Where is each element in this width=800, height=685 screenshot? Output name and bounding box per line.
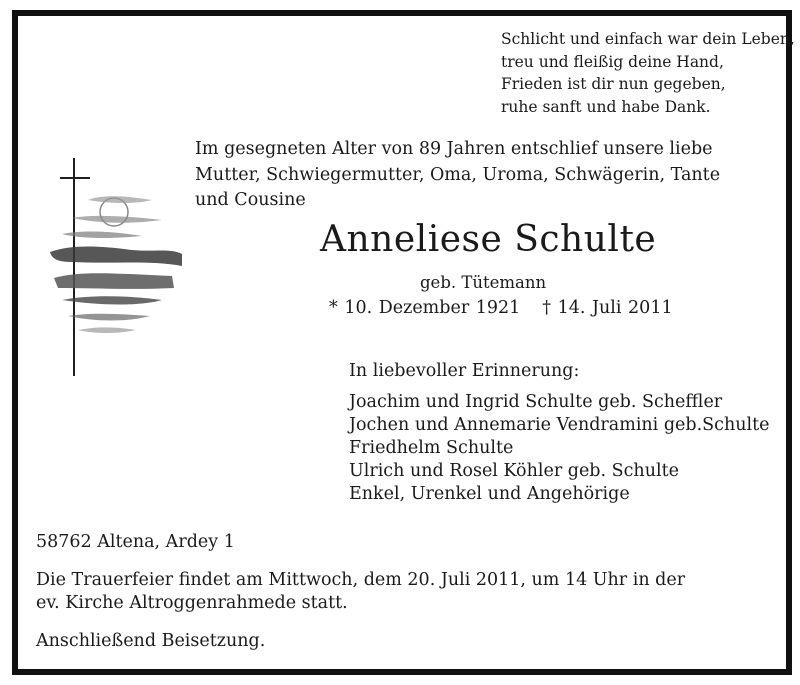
service-line: Die Trauerfeier findet am Mittwoch, dem 20. Juli 2011, um 14 Uhr in der bbox=[36, 570, 686, 590]
burial-note: Anschließend Beisetzung. bbox=[36, 631, 266, 651]
deceased-name: Anneliese Schulte bbox=[320, 219, 657, 260]
service-line: ev. Kirche Altroggenrahmede statt. bbox=[36, 593, 348, 613]
birth-date: * 10. Dezember 1921 bbox=[329, 298, 521, 318]
intro-line: Mutter, Schwiegermutter, Oma, Uroma, Schwägerin, Tante bbox=[195, 164, 721, 185]
mourner-line: Enkel, Urenkel und Angehörige bbox=[349, 484, 630, 504]
intro-line: Im gesegneten Alter von 89 Jahren entschlief unsere liebe bbox=[195, 139, 713, 159]
poem-line: treu und fleißig deine Hand, bbox=[501, 52, 724, 71]
cross-moon-sea-icon bbox=[32, 156, 184, 378]
poem-line: ruhe sanft und habe Dank. bbox=[501, 97, 711, 116]
mourner-line: Joachim und Ingrid Schulte geb. Scheffler bbox=[349, 392, 723, 412]
address: 58762 Altena, Ardey 1 bbox=[36, 532, 235, 552]
life-dates bbox=[329, 298, 673, 318]
birth-name: geb. Tütemann bbox=[420, 273, 547, 292]
mourners-list bbox=[349, 391, 770, 506]
memorial-poem bbox=[501, 28, 795, 118]
intro-line: und Cousine bbox=[195, 190, 306, 210]
poem-line: Frieden ist dir nun gegeben, bbox=[501, 75, 726, 93]
death-date: † 14. Juli 2011 bbox=[542, 298, 673, 318]
mourner-line: Friedhelm Schulte bbox=[349, 438, 514, 458]
obituary-notice bbox=[12, 10, 795, 675]
service-info bbox=[36, 569, 685, 615]
mourner-line: Jochen und Annemarie Vendramini geb.Schulte bbox=[349, 415, 770, 435]
memory-heading: In liebevoller Erinnerung: bbox=[349, 361, 580, 381]
intro-text bbox=[195, 137, 720, 214]
poem-line: Schlicht und einfach war dein Leben, bbox=[501, 30, 795, 48]
mourner-line: Ulrich und Rosel Köhler geb. Schulte bbox=[349, 461, 679, 481]
